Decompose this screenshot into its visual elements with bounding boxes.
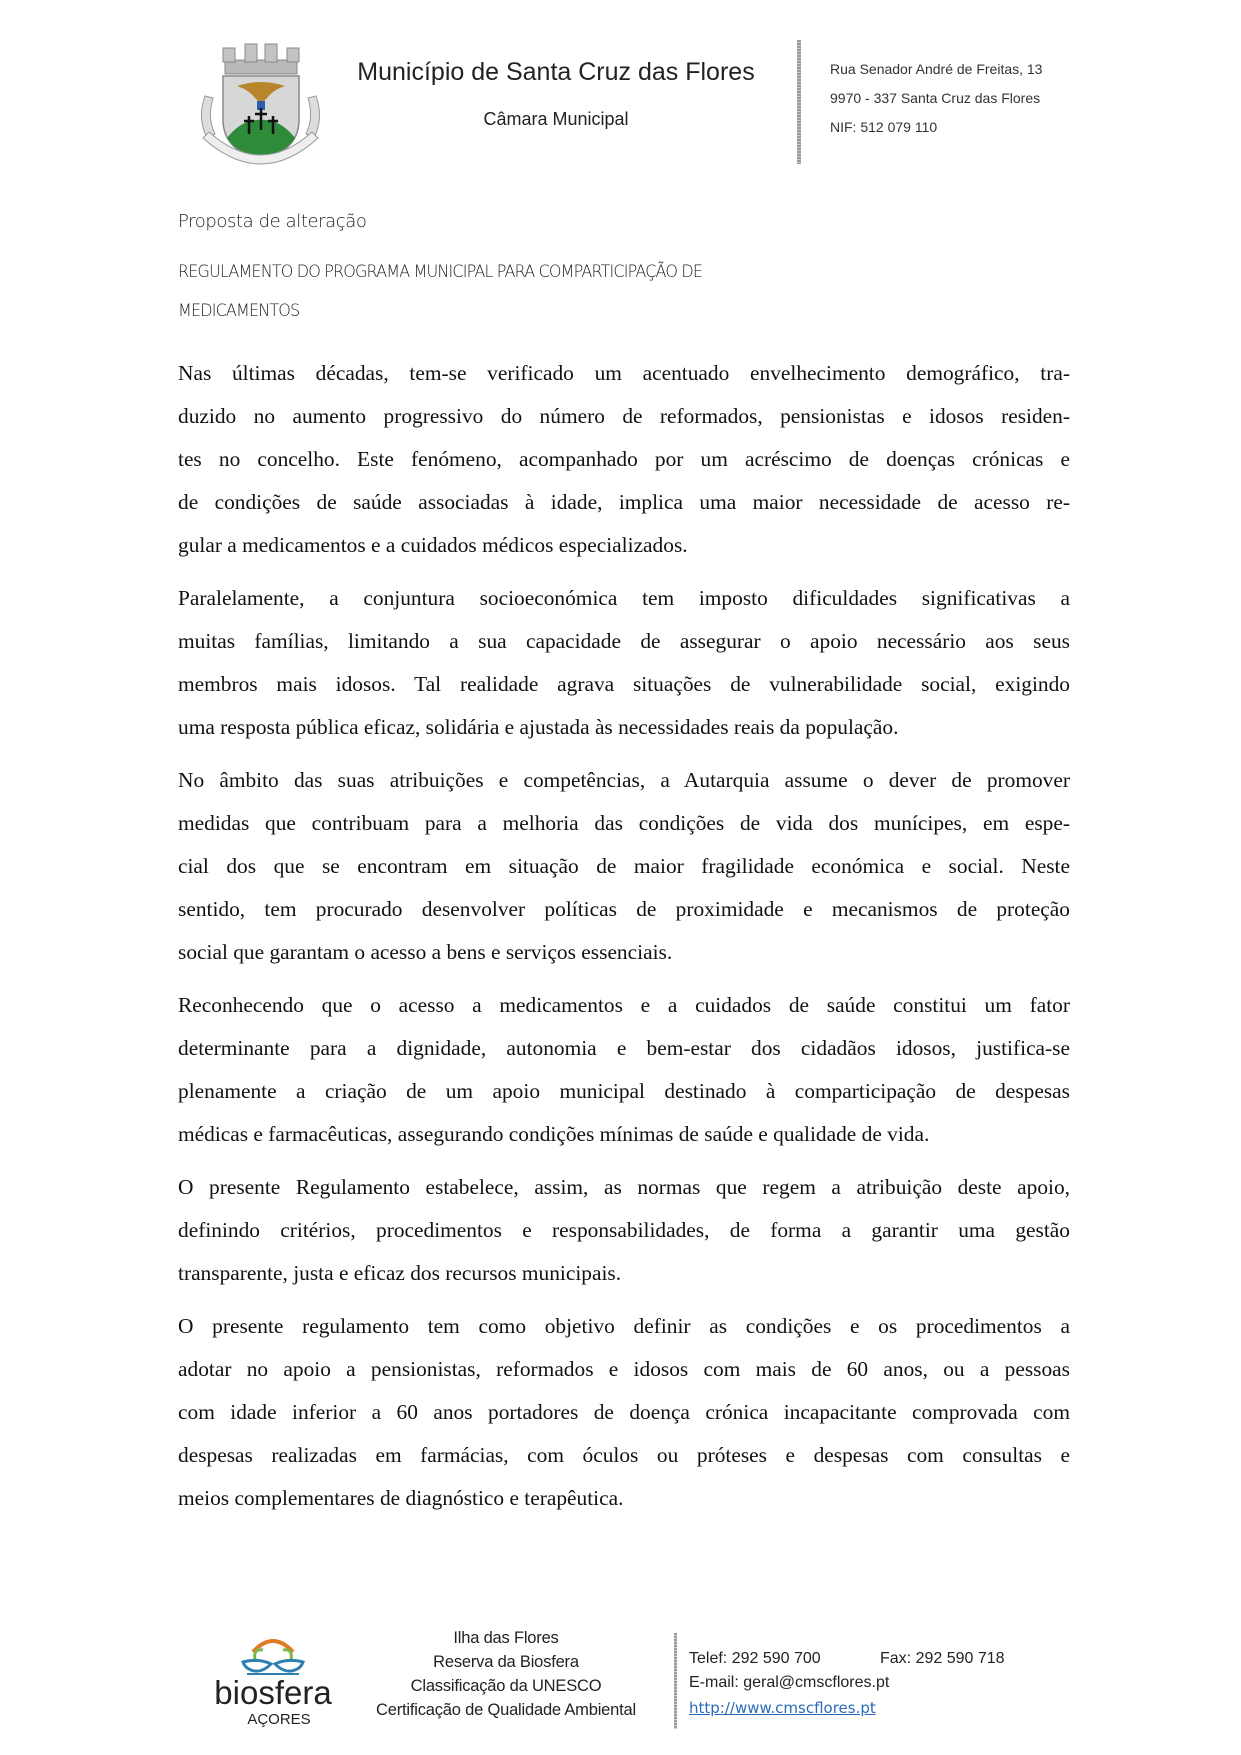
body-line: medidas que contribuam para a melhoria das condições de vida dos munícipes, em espe- bbox=[178, 811, 1070, 835]
biosfera-acores-logo bbox=[203, 1628, 353, 1728]
body-line: adotar no apoio a pensionistas, reformados e idosos com mais de 60 anos, ou a pessoas bbox=[178, 1357, 1070, 1381]
footer-unesco: Classificação da UNESCO bbox=[410, 1677, 602, 1695]
body-paragraph bbox=[178, 352, 1070, 567]
document-body bbox=[178, 352, 1070, 1530]
body-line: tes no concelho. Este fenómeno, acompanhado por um acréscimo de doenças crónicas e bbox=[178, 447, 1070, 471]
body-line: de condições de saúde associadas à idade, implica uma maior necessidade de acesso re- bbox=[178, 490, 1070, 514]
body-paragraph bbox=[178, 984, 1070, 1156]
body-line: O presente Regulamento estabelece, assim, as normas que regem a atribuição deste apoio, bbox=[178, 1175, 1070, 1199]
document-title-line: MEDICAMENTOS bbox=[178, 301, 300, 321]
body-line: gular a medicamentos e a cuidados médicos especializados. bbox=[178, 533, 688, 557]
body-line: No âmbito das suas atribuições e competências, a Autarquia assume o dever de promover bbox=[178, 768, 1070, 792]
footer-divider bbox=[674, 1633, 677, 1729]
address-postal: 9970 - 337 Santa Cruz das Flores bbox=[830, 90, 1041, 106]
footer-reserve: Reserva da Biosfera bbox=[433, 1653, 579, 1671]
body-paragraph bbox=[178, 1305, 1070, 1520]
biosfera-logo-text: biosfera bbox=[214, 1674, 332, 1711]
body-line: social que garantam o acesso a bens e serviços essenciais. bbox=[178, 940, 673, 964]
body-line: transparente, justa e eficaz dos recursos municipais. bbox=[178, 1261, 622, 1285]
body-paragraph bbox=[178, 759, 1070, 974]
body-line: meios complementares de diagnóstico e terapêutica. bbox=[178, 1486, 624, 1510]
body-line: duzido no aumento progressivo do número de reformados, pensionistas e idosos residen- bbox=[178, 404, 1070, 428]
body-line: com idade inferior a 60 anos portadores de doença crónica incapacitante comprovada com bbox=[178, 1400, 1070, 1424]
document-kind: Proposta de alteração bbox=[178, 211, 367, 232]
footer-telephone: Telef: 292 590 700 bbox=[689, 1650, 821, 1667]
footer-island: Ilha das Flores bbox=[453, 1629, 559, 1647]
document-title-line: REGULAMENTO DO PROGRAMA MUNICIPAL PARA COMPARTICIPAÇÃO DE bbox=[178, 262, 703, 282]
header-divider bbox=[797, 40, 801, 164]
body-line: sentido, tem procurado desenvolver políticas de proximidade e mecanismos de proteção bbox=[178, 897, 1070, 921]
body-line: O presente regulamento tem como objetivo definir as condições e os procedimentos a bbox=[178, 1314, 1070, 1338]
body-line: despesas realizadas em farmácias, com óculos ou próteses e despesas com consultas e bbox=[178, 1443, 1070, 1467]
body-paragraph bbox=[178, 1166, 1070, 1295]
municipality-subtitle: Câmara Municipal bbox=[483, 109, 629, 129]
body-line: membros mais idosos. Tal realidade agrava situações de vulnerabilidade social, exigindo bbox=[178, 672, 1070, 696]
body-line: Reconhecendo que o acesso a medicamentos e a cuidados de saúde constitui um fator bbox=[178, 993, 1070, 1017]
footer-fax: Fax: 292 590 718 bbox=[880, 1650, 1005, 1667]
body-line: Nas últimas décadas, tem-se verificado um acentuado envelhecimento demográfico, tra- bbox=[178, 361, 1070, 385]
body-line: Paralelamente, a conjuntura socioeconómica tem imposto dificuldades significativas a bbox=[178, 586, 1070, 610]
body-line: uma resposta pública eficaz, solidária e ajustada às necessidades reais da população. bbox=[178, 715, 899, 739]
body-line: plenamente a criação de um apoio municipal destinado à comparticipação de despesas bbox=[178, 1079, 1070, 1103]
biosfera-logo-subtext: AÇORES bbox=[247, 1711, 311, 1728]
body-line: cial dos que se encontram em situação de maior fragilidade económica e social. Neste bbox=[178, 854, 1070, 878]
body-line: médicas e farmacêuticas, assegurando condições mínimas de saúde e qualidade de vida. bbox=[178, 1122, 930, 1146]
body-line: definindo critérios, procedimentos e responsabilidades, de forma a garantir uma gestão bbox=[178, 1218, 1070, 1242]
body-line: determinante para a dignidade, autonomia e bem-estar dos cidadãos idosos, justifica-se bbox=[178, 1036, 1070, 1060]
municipality-title: Município de Santa Cruz das Flores bbox=[357, 58, 755, 86]
address-street: Rua Senador André de Freitas, 13 bbox=[830, 61, 1043, 77]
footer-email[interactable]: E-mail: geral@cmscflores.pt bbox=[689, 1674, 890, 1691]
address-nif: NIF: 512 079 110 bbox=[830, 119, 938, 135]
body-line: muitas famílias, limitando a sua capacidade de assegurar o apoio necessário aos seus bbox=[178, 629, 1070, 653]
footer-website-link[interactable]: http://www.cmscflores.pt bbox=[689, 1699, 876, 1717]
municipal-crest-logo bbox=[193, 38, 328, 173]
body-paragraph bbox=[178, 577, 1070, 749]
footer-certification: Certificação de Qualidade Ambiental bbox=[376, 1701, 636, 1719]
